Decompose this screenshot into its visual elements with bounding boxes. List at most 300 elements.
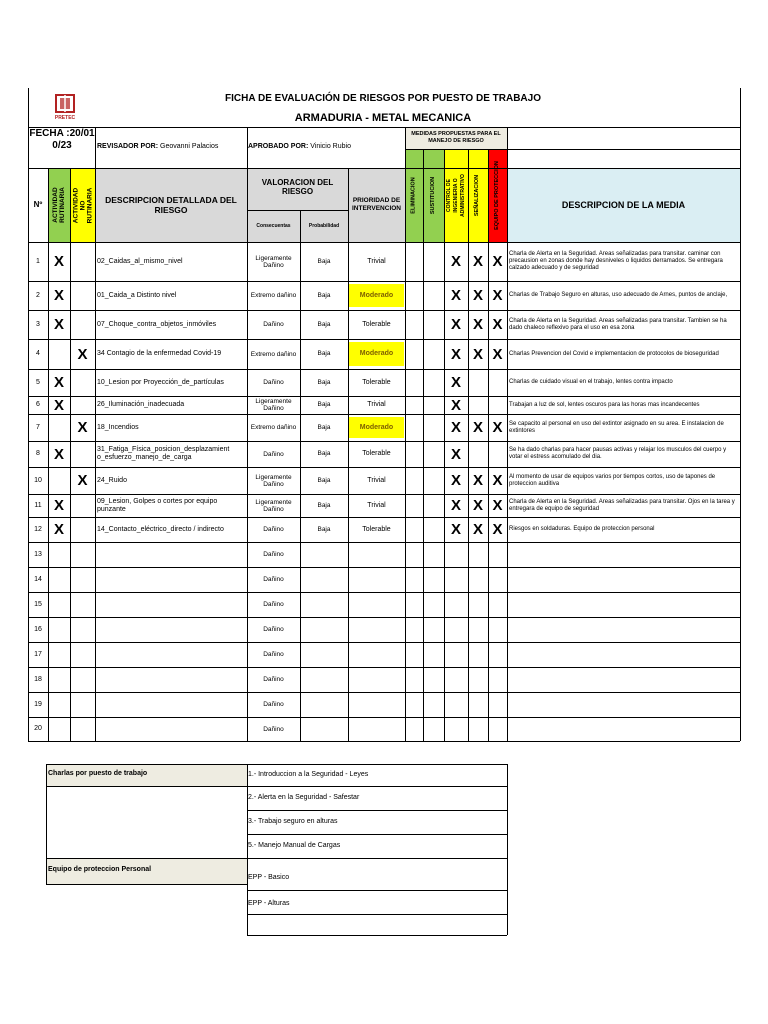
grid-line: [28, 717, 740, 718]
ctrl-mark: X: [450, 396, 461, 414]
sust-mark: [423, 310, 444, 339]
probability-value: [300, 667, 348, 692]
grid-line: [28, 567, 740, 568]
priority-value: [348, 567, 405, 592]
measure-description: Al momento de usar de equipos varios por tiempos cortos, uso de tapones de proteccion auditiva: [509, 473, 716, 487]
revisador-name: Geovanni Palacios: [160, 143, 219, 150]
ctrl-mark: X: [450, 374, 461, 391]
sen-mark: X: [472, 521, 483, 538]
norut-mark: [70, 242, 95, 281]
ctrl-mark: X: [450, 316, 461, 333]
norut-mark: [70, 542, 95, 567]
elim-mark: [405, 310, 423, 339]
grid-line: [28, 310, 740, 311]
risk-description: 26_Iluminación_inadecuada: [97, 401, 185, 408]
grid-line: [507, 764, 508, 935]
probability-value: Baja: [317, 501, 331, 509]
rut-mark: X: [53, 497, 64, 514]
elim-mark: [405, 517, 423, 542]
measure-description: [509, 542, 739, 567]
grid-line: [28, 592, 740, 593]
epp-mark: [488, 692, 507, 717]
norut-mark: [70, 441, 95, 467]
ctrl-mark: [444, 617, 468, 642]
row-number: 16: [34, 625, 42, 633]
sust-mark: [423, 617, 444, 642]
row-number: 2: [36, 291, 40, 299]
risk-description: [97, 642, 246, 667]
norut-mark: [70, 642, 95, 667]
col-no-rutinaria-header: ACTIVIDAD NO RUTINARIA: [72, 187, 93, 223]
epp-mark: X: [492, 287, 503, 304]
grid-line: [28, 542, 740, 543]
grid-line: [247, 834, 507, 835]
sen-mark: [468, 642, 488, 667]
row-number: 17: [34, 650, 42, 658]
probability-value: Baja: [317, 525, 331, 533]
risk-description: 14_Contacto_eléctrico_directo / indirecto: [97, 525, 224, 533]
grid-line: [28, 467, 740, 468]
priority-value: [348, 617, 405, 642]
rut-mark: X: [53, 521, 64, 538]
ctrl-mark: [444, 542, 468, 567]
row-number: 7: [36, 423, 40, 431]
row-number: 5: [36, 378, 40, 386]
grid-line: [488, 149, 489, 741]
priority-value: Tolerable: [362, 450, 391, 457]
probability-value: [300, 642, 348, 667]
sust-mark: [423, 467, 444, 494]
measure-description: Trabajan a luz de sol, lentes oscuros para las horas mas incandecentes: [509, 401, 700, 408]
rut-mark: [48, 592, 70, 617]
grid-line: [247, 914, 507, 915]
epp-mark: X: [492, 521, 503, 538]
probability-value: [300, 592, 348, 617]
measure-description: Charlas de cuidado visual en el trabajo, lentes contra impacto: [509, 379, 673, 385]
risk-description: [97, 567, 246, 592]
elim-mark: [405, 692, 423, 717]
priority-value: [348, 667, 405, 692]
consequence-value: Ligeramente Dañino: [255, 398, 292, 412]
consequence-value: Ligeramente Dañino: [255, 498, 292, 513]
probability-value: [300, 717, 348, 741]
probability-value: Baja: [317, 257, 331, 265]
row-number: 4: [36, 350, 40, 357]
probability-value: [300, 567, 348, 592]
row-number: 6: [36, 401, 40, 408]
row-number: 14: [34, 575, 42, 583]
sen-mark: X: [472, 497, 483, 514]
measure-description: Charla de Alerta en la Seguridad. Areas señalizadas para transitar. Ojos en la tarea y entregara de equipo de seguridad: [509, 498, 735, 512]
probability-value: [300, 617, 348, 642]
grid-line: [507, 149, 740, 150]
epp-mark: [488, 441, 507, 467]
elim-mark: [405, 494, 423, 517]
sen-mark: X: [472, 253, 483, 270]
priority-value: Tolerable: [362, 525, 391, 533]
probability-value: Baja: [317, 378, 331, 386]
consequence-value: Dañino: [263, 601, 284, 608]
logo-text: PRETEC: [54, 115, 76, 121]
grid-line: [28, 414, 740, 415]
grid-line: [46, 884, 247, 885]
risk-description: [97, 667, 246, 692]
grid-line: [247, 127, 248, 741]
row-number: 20: [34, 725, 42, 732]
priority-value: Trivial: [367, 501, 386, 509]
col-consecuencias-header: Consecuentas: [256, 223, 291, 229]
grid-line: [28, 127, 740, 128]
epp-mark: [488, 542, 507, 567]
probability-value: Baja: [317, 423, 331, 431]
grid-line: [46, 764, 47, 884]
grid-line: [28, 339, 740, 340]
sust-mark: [423, 542, 444, 567]
col-control-header: CONTROL DE INGENIERIA O ADMINISTRATIVO: [445, 174, 466, 217]
ctrl-mark: [444, 667, 468, 692]
sen-mark: [468, 542, 488, 567]
consequence-value: Extremo dañino: [250, 292, 297, 299]
col-senalizacion-header: SEÑALIZACION: [474, 174, 481, 217]
ctrl-mark: X: [450, 253, 461, 270]
row-number: 1: [36, 257, 40, 265]
aprobado-label: APROBADO POR:: [248, 143, 309, 150]
priority-value: [348, 717, 405, 741]
sust-mark: [423, 517, 444, 542]
grid-line: [46, 786, 507, 787]
sust-mark: [423, 642, 444, 667]
charla-item: 2.- Alerta en la Seguridad - Safestar: [248, 794, 360, 801]
page-title: FICHA DE EVALUACIÓN DE RIESGOS POR PUESTO DE TRABAJO: [225, 93, 541, 104]
priority-value: Moderado: [359, 291, 394, 299]
epp-mark: X: [492, 253, 503, 270]
probability-value: Baja: [317, 291, 331, 299]
norut-mark: X: [77, 472, 88, 489]
row-number: 13: [34, 550, 42, 558]
sen-mark: X: [472, 345, 483, 363]
norut-mark: [70, 281, 95, 310]
ctrl-mark: [444, 592, 468, 617]
grid-line: [444, 149, 445, 741]
epp-mark: X: [492, 419, 503, 436]
rut-mark: X: [53, 253, 64, 270]
charla-item: 1.- Introduccion a la Seguridad - Leyes: [248, 771, 369, 778]
epp-mark: [488, 567, 507, 592]
consequence-value: Dañino: [263, 701, 284, 708]
epp-mark: [488, 592, 507, 617]
col-media-header: DESCRIPCION DE LA MEDIA: [561, 200, 686, 210]
elim-mark: [405, 467, 423, 494]
rut-mark: [48, 467, 70, 494]
ctrl-mark: X: [450, 472, 461, 489]
row-number: 19: [34, 700, 42, 708]
grid-line: [300, 210, 301, 741]
col-prioridad-header: PRIORIDAD DE INTERVENCION: [352, 197, 401, 212]
consequence-value: Dañino: [263, 450, 284, 458]
measure-description: [509, 567, 739, 592]
elim-mark: [405, 592, 423, 617]
grid-line: [28, 396, 740, 397]
probability-value: Baja: [317, 450, 331, 457]
sust-mark: [423, 692, 444, 717]
priority-value: [348, 592, 405, 617]
ctrl-mark: [444, 642, 468, 667]
measure-description: [509, 642, 739, 667]
risk-description: 31_Fatiga_Física_posicion_desplazamient o_esfuerzo_manejo_de_carga: [97, 446, 230, 461]
norut-mark: [70, 310, 95, 339]
grid-line: [95, 127, 96, 741]
rut-mark: [48, 667, 70, 692]
grid-line: [28, 281, 740, 282]
risk-description: [97, 717, 246, 741]
row-number: 11: [34, 501, 42, 509]
sen-mark: [468, 369, 488, 396]
medidas-header: MEDIDAS PROPUESTAS PARA EL MANEJO DE RIESGO: [411, 131, 501, 144]
norut-mark: X: [77, 419, 88, 436]
measure-description: [509, 617, 739, 642]
probability-value: Baja: [317, 320, 331, 328]
rut-mark: [48, 339, 70, 369]
grid-line: [28, 741, 740, 742]
measure-description: [509, 692, 739, 717]
norut-mark: [70, 592, 95, 617]
measure-description: [509, 667, 739, 692]
col-rutinaria-header: ACTIVIDAD RUTINARIA: [52, 187, 66, 223]
grid-line: [46, 858, 507, 859]
sen-mark: [468, 592, 488, 617]
rut-mark: X: [53, 287, 64, 304]
row-number: 3: [36, 320, 40, 328]
measure-description: [509, 592, 739, 617]
grid-line: [46, 764, 507, 765]
elim-mark: [405, 396, 423, 414]
risk-description: 18_Incendios: [97, 423, 139, 431]
sust-mark: [423, 339, 444, 369]
priority-value: Tolerable: [362, 320, 391, 328]
col-epp-header: EQUIPO DE PROTECCION: [494, 161, 501, 230]
ctrl-mark: X: [450, 497, 461, 514]
grid-line: [28, 692, 740, 693]
ctrl-mark: X: [450, 287, 461, 304]
norut-mark: [70, 494, 95, 517]
consequence-value: Dañino: [263, 576, 284, 583]
sust-mark: [423, 369, 444, 396]
rut-mark: [48, 617, 70, 642]
grid-line: [348, 168, 349, 741]
norut-mark: [70, 667, 95, 692]
sen-mark: [468, 617, 488, 642]
grid-line: [28, 168, 740, 169]
grid-line: [28, 517, 740, 518]
ctrl-mark: [444, 717, 468, 741]
col-probabilidad-header: Probabilidad: [308, 223, 340, 229]
fecha-label: FECHA :20/01 0/23: [29, 128, 95, 151]
rut-mark: [48, 642, 70, 667]
sen-mark: [468, 441, 488, 467]
probability-value: [300, 692, 348, 717]
consequence-value: Dañino: [263, 526, 284, 533]
grid-line: [468, 149, 469, 741]
priority-value: Tolerable: [362, 378, 391, 386]
norut-mark: X: [77, 345, 88, 363]
risk-description: 24_Ruido: [97, 476, 127, 484]
sen-mark: X: [472, 287, 483, 304]
norut-mark: [70, 567, 95, 592]
rut-mark: [48, 414, 70, 441]
aprobado-name: Vinicio Rubio: [310, 143, 351, 150]
grid-line: [247, 935, 507, 936]
epp-mark: [488, 617, 507, 642]
rut-mark: [48, 542, 70, 567]
consequence-value: Dañino: [263, 551, 284, 558]
sen-mark: X: [472, 419, 483, 436]
ctrl-mark: [444, 692, 468, 717]
norut-mark: [70, 517, 95, 542]
grid-line: [28, 494, 740, 495]
grid-line: [507, 127, 508, 741]
measure-description: Se ha dado charlas para hacer pausas activas y relajar los musculos del cuerpo y votar el estress acomulado del dia.: [509, 447, 727, 460]
measure-description: Charla de Alerta en la Seguridad. Areas señalizadas para transitar. Tambien se ha dado chaleco reflexivo para el uso en esa zona: [509, 317, 727, 331]
risk-description: 02_Caidas_al_mismo_nivel: [97, 257, 183, 265]
measure-description: Charlas de Trabajo Seguro en alturas, uso adecuado de Arnes, puntos de anclaje,: [509, 292, 728, 298]
elim-mark: [405, 369, 423, 396]
consequence-value: Dañino: [263, 651, 284, 658]
sust-mark: [423, 441, 444, 467]
consequence-value: Dañino: [263, 626, 284, 633]
elim-mark: [405, 667, 423, 692]
sust-mark: [423, 242, 444, 281]
epp-item: EPP - Basico: [248, 874, 290, 881]
charla-item: 5.- Manejo Manual de Cargas: [248, 842, 341, 849]
risk-description: 01_Caida_a Distinto nivel: [97, 291, 177, 299]
probability-value: [300, 542, 348, 567]
sust-mark: [423, 592, 444, 617]
grid-line: [740, 88, 741, 741]
norut-mark: [70, 369, 95, 396]
grid-line: [247, 210, 348, 211]
priority-value: [348, 542, 405, 567]
grid-line: [405, 127, 406, 741]
row-number: 18: [34, 675, 42, 683]
consequence-value: Dañino: [263, 725, 284, 733]
revisador-field: [97, 143, 247, 150]
risk-description: 10_Lesion por Proyección_de_partículas: [97, 378, 224, 386]
col-eliminacion-header: ELIMINACION: [410, 177, 417, 214]
elim-mark: [405, 242, 423, 281]
priority-value: [348, 642, 405, 667]
risk-description: [97, 692, 246, 717]
sen-mark: X: [472, 472, 483, 489]
rut-mark: X: [53, 374, 64, 391]
sen-mark: [468, 567, 488, 592]
col-sustitucion-header: SUSTITUCION: [430, 176, 436, 215]
page-subtitle: ARMADURIA - METAL MECANICA: [294, 112, 472, 124]
rut-mark: X: [53, 445, 64, 463]
rut-mark: X: [53, 316, 64, 333]
norut-mark: [70, 396, 95, 414]
grid-line: [28, 369, 740, 370]
epp-mark: [488, 369, 507, 396]
consequence-value: Dañino: [263, 379, 284, 386]
ctrl-mark: X: [450, 521, 461, 538]
ctrl-mark: X: [450, 445, 461, 463]
epp-mark: [488, 642, 507, 667]
sen-mark: [468, 717, 488, 741]
measure-description: Se capacito al personal en uso del extintor asignado en su area. E instalacion de extintores: [509, 420, 724, 434]
probability-value: Baja: [317, 350, 331, 357]
sust-mark: [423, 494, 444, 517]
rut-mark: [48, 692, 70, 717]
risk-description: [97, 542, 246, 567]
elim-mark: [405, 441, 423, 467]
sust-mark: [423, 396, 444, 414]
elim-mark: [405, 717, 423, 741]
elim-mark: [405, 567, 423, 592]
epp-mark: X: [492, 316, 503, 333]
col-descripcion-header: DESCRIPCION DETALLADA DEL RIESGO: [105, 195, 237, 215]
measure-description: Charla de Alerta en la Seguridad. Areas señalizadas para transitar. caminar con precausion en zonas donde hay desniveles o liquidos derramados. Se entregara calzado adecuado y de seguridad: [509, 251, 723, 271]
epp-mark: [488, 396, 507, 414]
row-number: 8: [36, 450, 40, 457]
probability-value: Baja: [317, 476, 331, 484]
grid-line: [247, 890, 507, 891]
epp-mark: X: [492, 345, 503, 363]
norut-mark: [70, 692, 95, 717]
revisador-label: REVISADOR POR:: [97, 143, 159, 150]
aprobado-field: [248, 143, 405, 150]
elim-mark: [405, 339, 423, 369]
risk-description: [97, 592, 246, 617]
consequence-value: Dañino: [263, 321, 284, 328]
ctrl-mark: X: [450, 345, 461, 363]
epp-mark: X: [492, 497, 503, 514]
priority-value: Trivial: [367, 257, 386, 265]
probability-value: Baja: [317, 401, 331, 408]
row-number: 10: [34, 476, 42, 484]
epp-item: EPP - Alturas: [248, 900, 290, 907]
rut-mark: [48, 567, 70, 592]
sen-mark: [468, 667, 488, 692]
measure-description: Charlas Prevencion del Covid e implementacion de protocolos de bioseguridad: [509, 350, 719, 357]
sen-mark: [468, 396, 488, 414]
epp-mark: [488, 667, 507, 692]
charla-item: 3.- Trabajo seguro en alturas: [248, 818, 338, 825]
elim-mark: [405, 542, 423, 567]
epp-mark: X: [492, 472, 503, 489]
elim-mark: [405, 414, 423, 441]
consequence-value: Extremo dañino: [250, 424, 297, 431]
sust-mark: [423, 281, 444, 310]
elim-mark: [405, 281, 423, 310]
rut-mark: [48, 717, 70, 741]
epp-mark: [488, 717, 507, 741]
sust-mark: [423, 717, 444, 741]
consequence-value: Ligeramente Dañino: [255, 473, 292, 488]
charlas-label: Charlas por puesto de trabajo: [48, 770, 148, 777]
elim-mark: [405, 642, 423, 667]
priority-value: Trivial: [367, 476, 386, 484]
grid-line: [247, 764, 248, 935]
consequence-value: Dañino: [263, 676, 284, 683]
measure-description: [509, 717, 739, 741]
row-number: 15: [34, 600, 42, 608]
sust-mark: [423, 567, 444, 592]
ctrl-mark: X: [450, 419, 461, 436]
epp-label: Equipo de proteccion Personal: [48, 866, 152, 873]
row-number: 12: [34, 525, 42, 533]
sust-mark: [423, 667, 444, 692]
rut-mark: X: [53, 396, 64, 414]
